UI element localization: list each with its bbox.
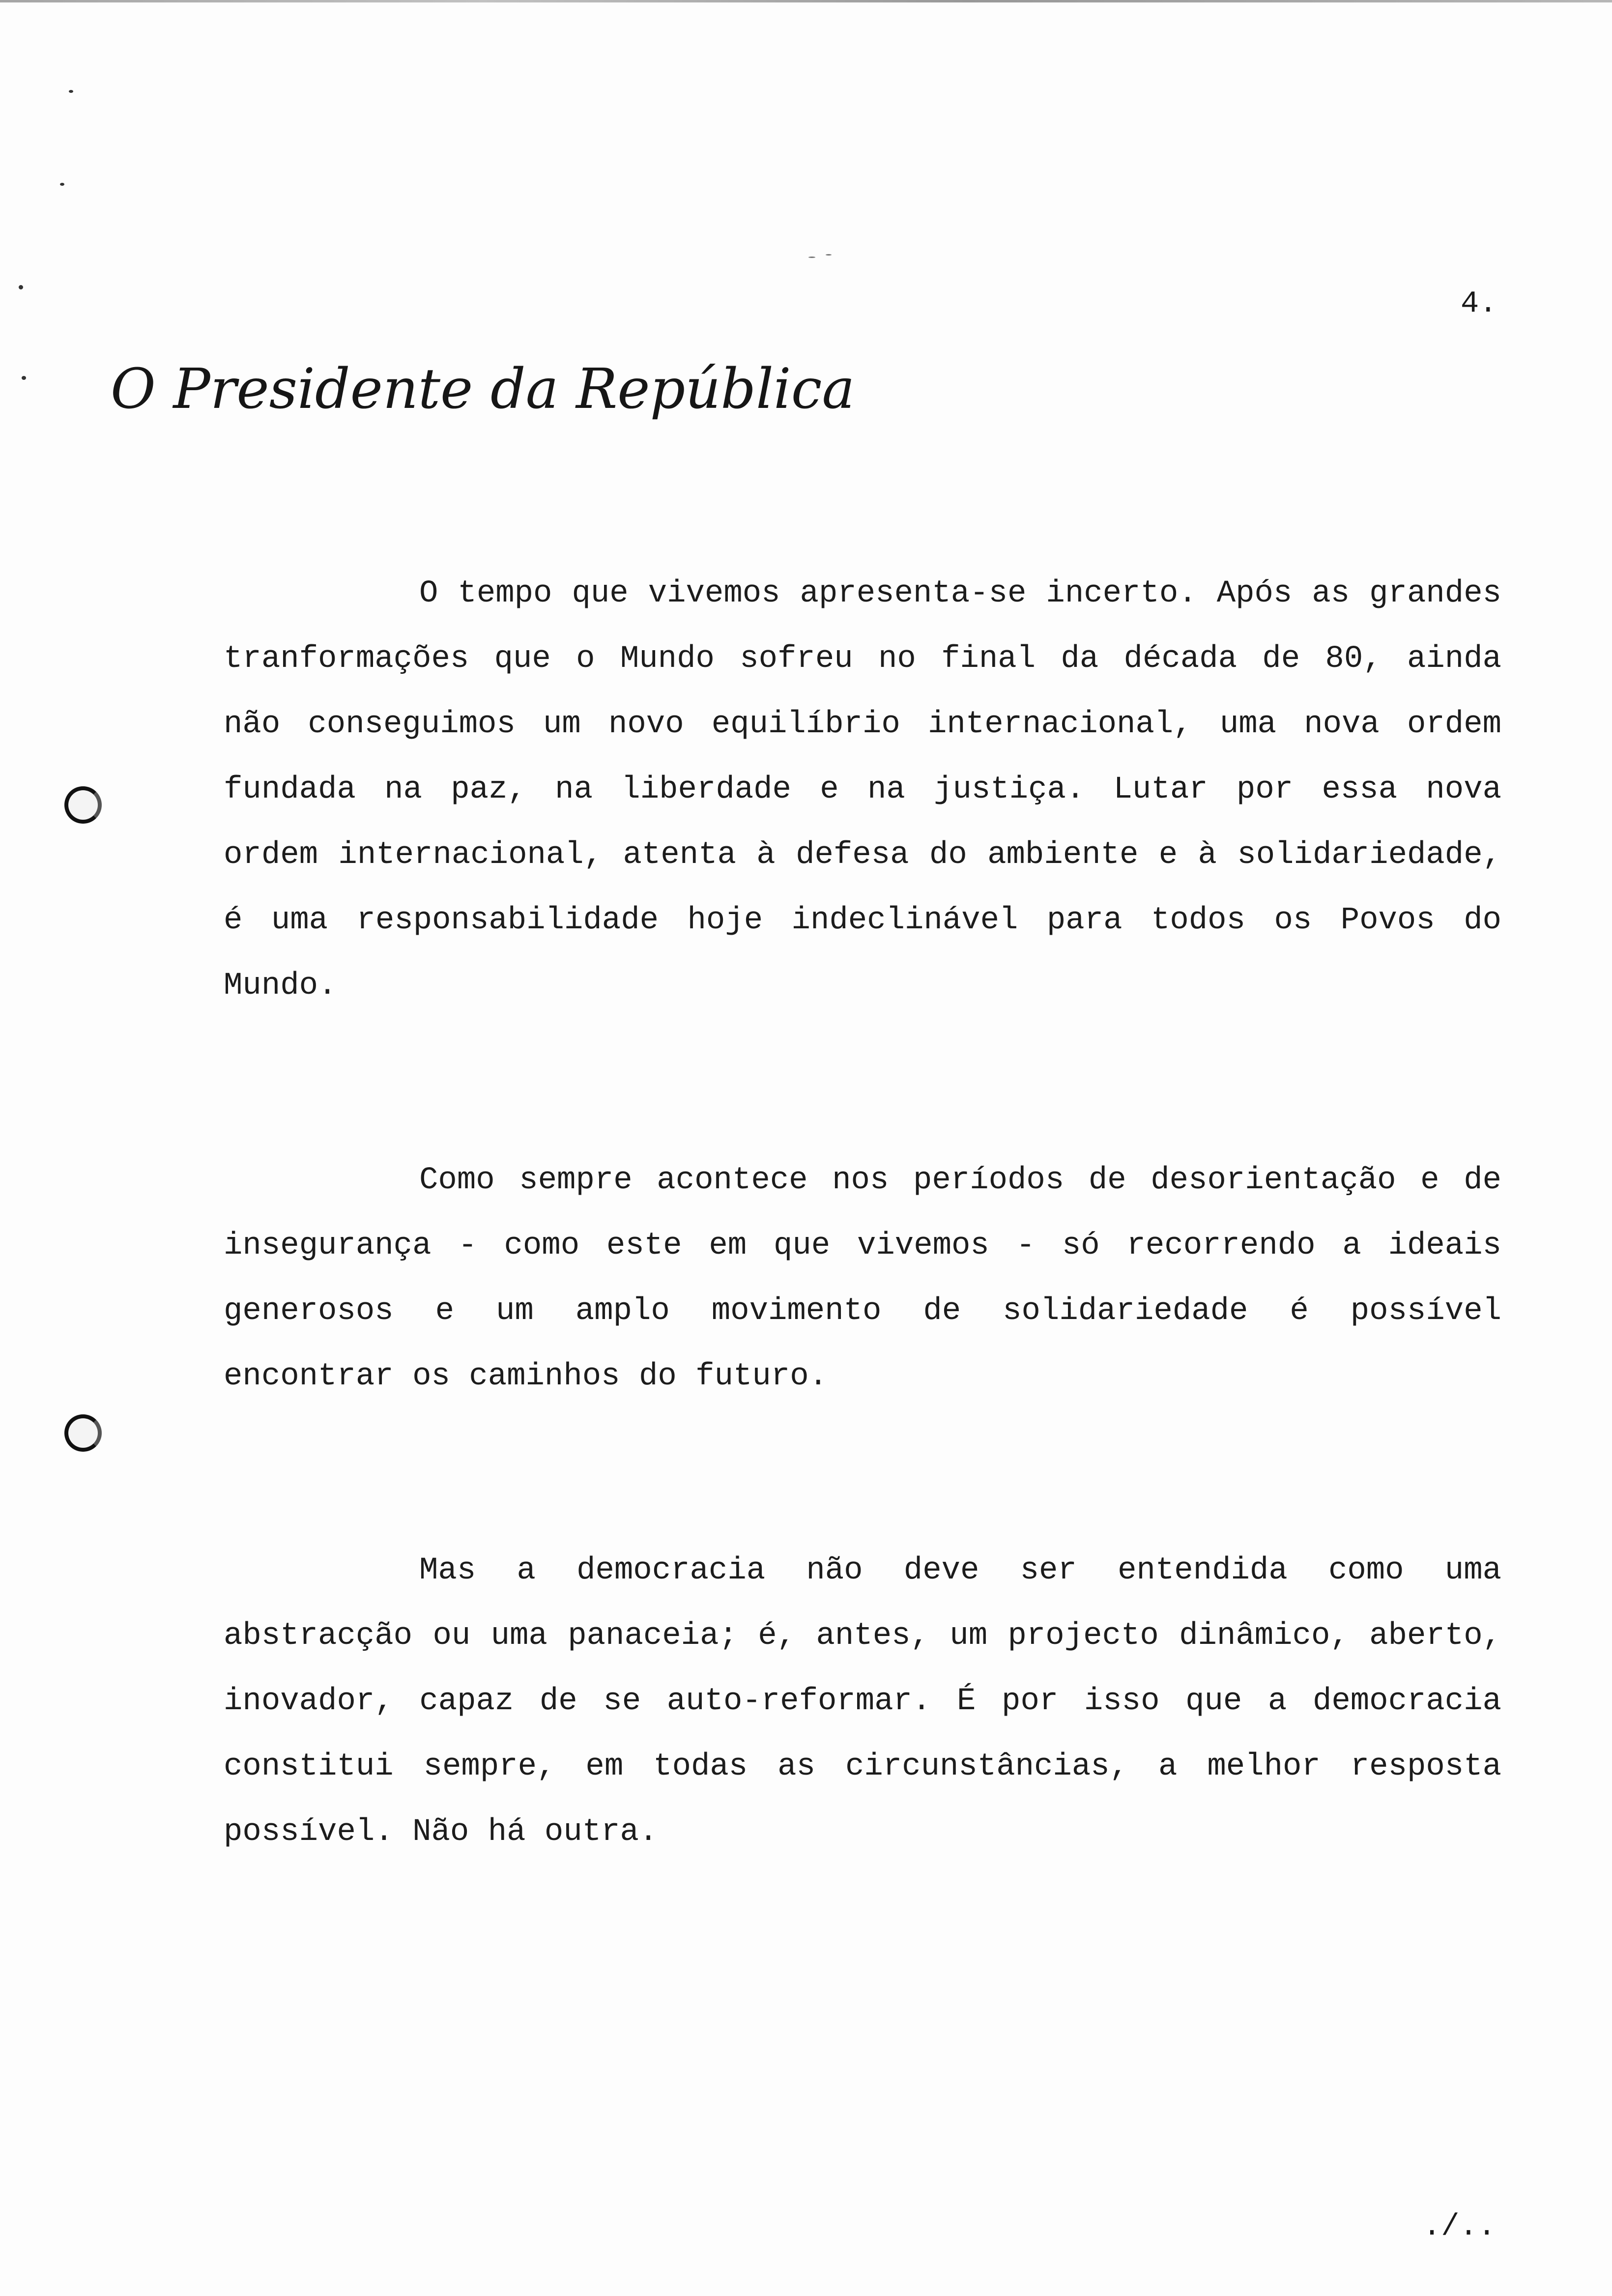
paragraph-3: Mas a democracia não deve ser entendida como uma abstracção ou uma panaceia; é, antes, um projecto dinâmico, aberto, inovador, capaz de se auto-reformar. É por isso que a democracia constitui sempre, em todas as circunstâncias, a melhor resposta possível. Não há outra. — [224, 1553, 1501, 1850]
scan-speck — [826, 254, 832, 256]
scan-speck — [69, 90, 73, 93]
paragraph-2: Como sempre acontece nos períodos de desorientação e de insegurança - como este em que vivemos - só recorrendo a ideais generosos e um amplo movimento de solidariedade é possível encontrar os caminhos do futuro. — [224, 1163, 1501, 1394]
scan-speck — [60, 183, 64, 186]
punch-hole — [64, 1414, 102, 1452]
punch-hole — [64, 786, 102, 824]
scan-speck — [808, 257, 815, 258]
continuation-mark: ./.. — [1423, 2209, 1496, 2244]
scan-speck — [19, 285, 23, 289]
scan-speck — [22, 376, 26, 380]
letterhead-text: O Presidente da República — [111, 357, 855, 421]
page-number: 4. — [1461, 286, 1497, 321]
scan-top-edge — [0, 0, 1612, 2]
letterhead-script — [111, 354, 855, 432]
paragraph-1: O tempo que vivemos apresenta-se incerto. Após as grandes tranformações que o Mundo sofreu no final da década de 80, ainda não conseguimos um novo equilíbrio internacional, uma nova ordem fundada na paz, na liberdade e na justiça. Lutar por essa nova ordem internacional, atenta à defesa do ambiente e à solidariedade, é uma responsabilidade hoje indeclinável para todos os Povos do Mundo. — [224, 576, 1501, 1004]
